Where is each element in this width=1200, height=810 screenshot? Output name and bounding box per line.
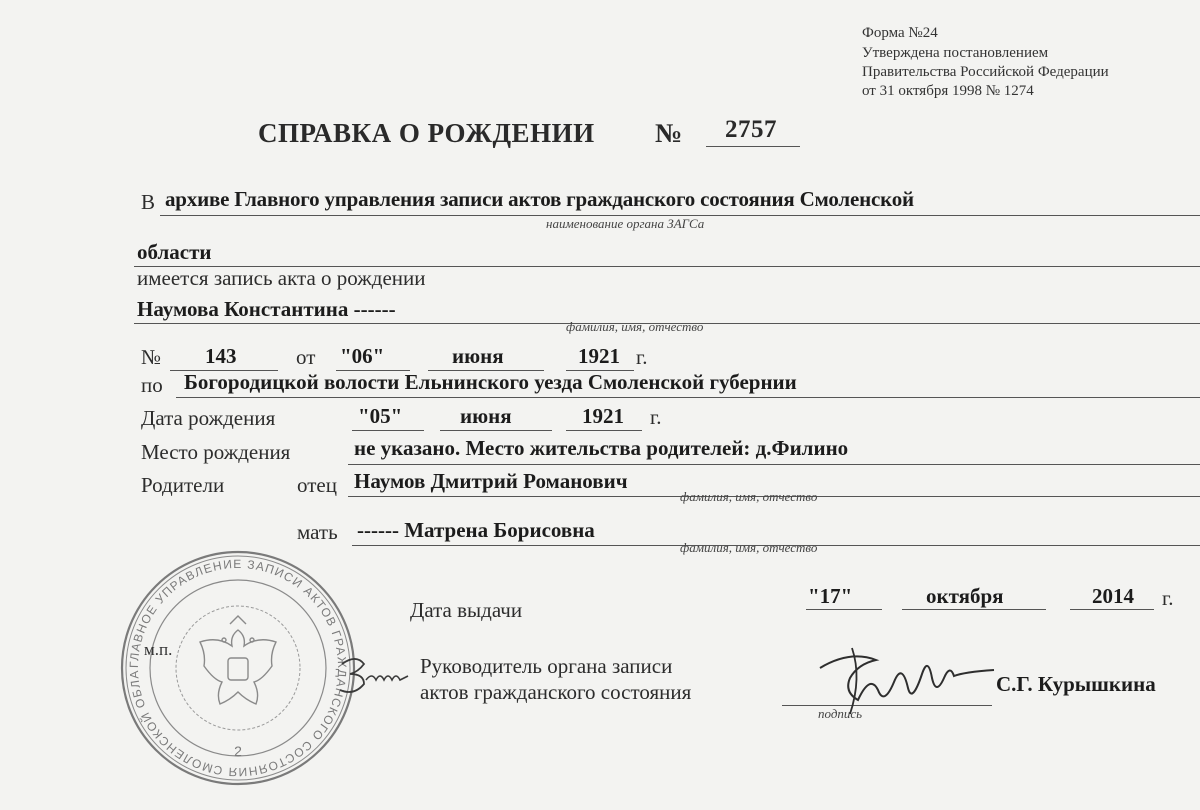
registry-name-line-1: архиве Главного управления записи актов гражданского состояния Смоленской: [165, 187, 914, 211]
birth-year-underline: [566, 430, 642, 431]
issue-day-underline: [806, 609, 882, 610]
certificate-number-underline: [706, 146, 800, 147]
issue-year-suffix: г.: [1162, 586, 1174, 610]
act-number: 143: [205, 344, 237, 368]
title-number-sign: №: [655, 118, 683, 148]
by-value: Богородицкой волости Ельнинского уезда Смоленской губернии: [184, 370, 797, 394]
birth-date-label: Дата рождения: [141, 406, 276, 430]
father-value: Наумов Дмитрий Романович: [354, 469, 628, 493]
person-name-caption: фамилия, имя, отчество: [566, 319, 704, 334]
document-title: СПРАВКА О РОЖДЕНИИ: [258, 118, 595, 148]
approval-line-2: Правительства Российской Федерации: [862, 64, 1109, 80]
certificate-number: 2757: [725, 116, 777, 143]
coat-of-arms-icon: [200, 616, 276, 704]
birth-place-value: не указано. Место жительства родителей: д.Филино: [354, 436, 849, 460]
form-number: Форма №24: [862, 25, 938, 41]
birth-year: 1921: [582, 404, 624, 428]
person-name: Наумова Константина ------: [137, 297, 396, 321]
handwritten-deputy-mark: [336, 650, 416, 700]
act-year: 1921: [578, 344, 620, 368]
seal-center-number: 2: [234, 743, 242, 759]
mother-label: мать: [297, 520, 338, 544]
birth-month-underline: [440, 430, 552, 431]
act-from-label: от: [296, 345, 316, 369]
seal-ring-text: ГЛАВНОЕ УПРАВЛЕНИЕ ЗАПИСИ АКТОВ ГРАЖДАНСКОГО СОСТОЯНИЯ СМОЛЕНСКОЙ ОБЛАСТИ • ОГРН 1066731109290 • АДМИНИСТРАЦИЯ СМОЛЕНСКОЙ ОБЛАСТИ: [112, 537, 350, 780]
issue-month: октября: [926, 584, 1004, 608]
birth-month: июня: [460, 404, 512, 428]
birth-day: "05": [358, 404, 403, 428]
approval-line-3: от 31 октября 1998 № 1274: [862, 83, 1034, 99]
head-title-line-2: актов гражданского состояния: [420, 680, 692, 704]
parents-label: Родители: [141, 473, 225, 497]
act-month: июня: [452, 344, 504, 368]
birth-place-underline: [348, 464, 1200, 465]
by-underline: [176, 397, 1200, 398]
birth-year-suffix: г.: [650, 405, 662, 429]
head-title-line-1: Руководитель органа записи: [420, 654, 673, 678]
by-label: по: [141, 373, 163, 397]
registry-caption: наименование органа ЗАГСа: [546, 216, 705, 231]
act-day: "06": [340, 344, 385, 368]
act-number-sign: №: [141, 345, 162, 369]
issue-year-underline: [1070, 609, 1154, 610]
issue-month-underline: [902, 609, 1046, 610]
signature-caption: подпись: [818, 706, 863, 721]
issue-date-label: Дата выдачи: [410, 598, 523, 622]
signer-name: С.Г. Курышкина: [996, 672, 1156, 696]
issue-day: "17": [808, 584, 853, 608]
issue-year: 2014: [1092, 584, 1134, 608]
act-year-suffix: г.: [636, 345, 648, 369]
seal-place-label: м.п.: [144, 640, 173, 659]
record-intro: имеется запись акта о рождении: [137, 266, 426, 290]
father-caption: фамилия, имя, отчество: [680, 489, 818, 504]
registry-prefix: В: [141, 190, 156, 214]
approval-line-1: Утверждена постановлением: [862, 45, 1049, 61]
father-label: отец: [297, 473, 337, 497]
registry-name-line-2: области: [137, 240, 212, 264]
birth-place-label: Место рождения: [141, 440, 291, 464]
mother-value: ------ Матрена Борисовна: [357, 518, 595, 542]
round-seal: [112, 537, 358, 788]
birth-day-underline: [352, 430, 424, 431]
mother-caption: фамилия, имя, отчество: [680, 540, 818, 555]
